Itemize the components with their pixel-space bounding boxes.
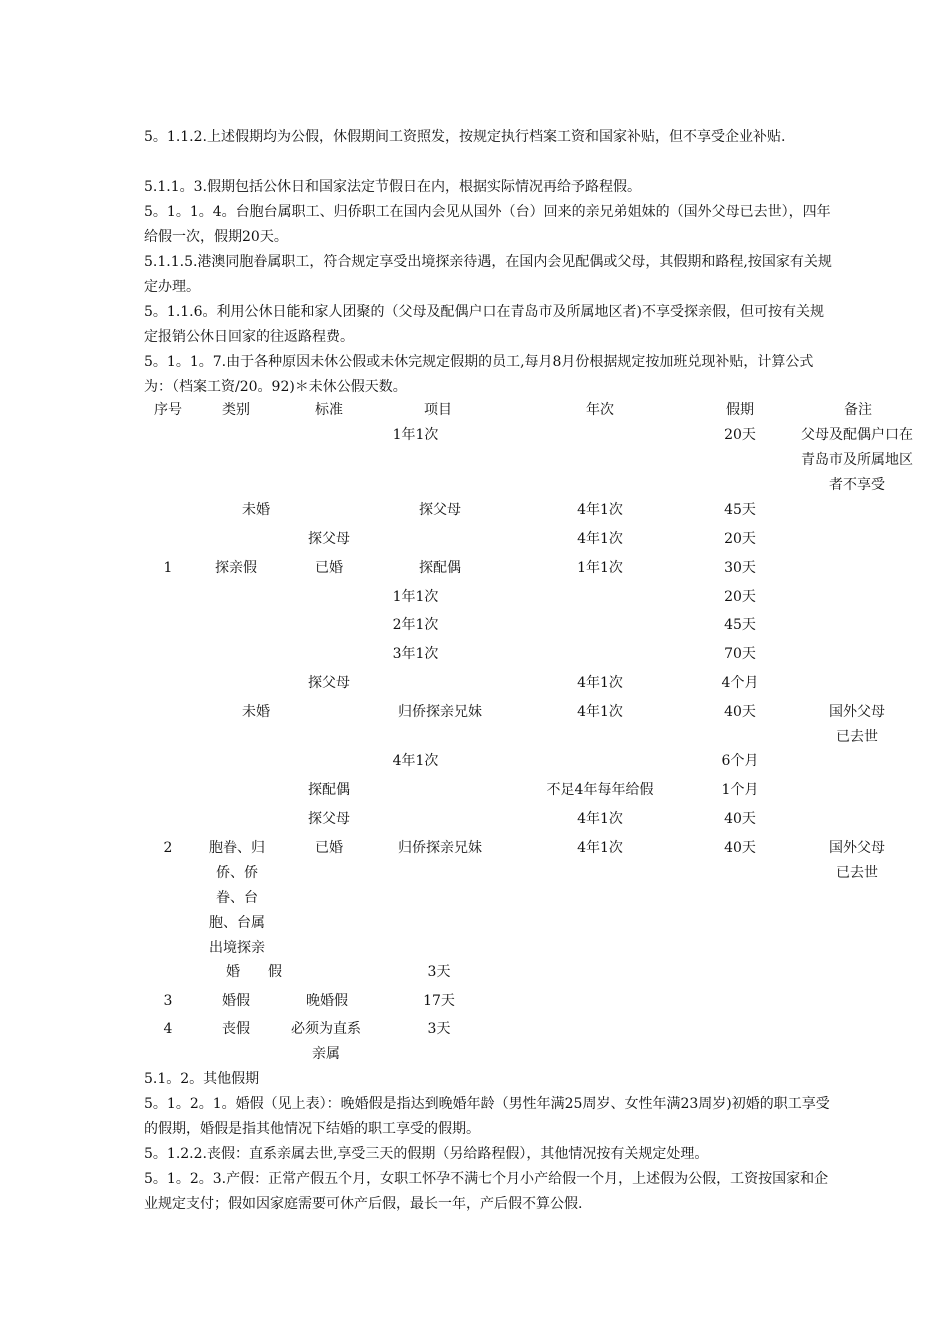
table-cell: 4年1次 [577, 840, 623, 856]
table-cell: 20天 [724, 427, 756, 443]
table-cell: 未婚 [242, 704, 270, 720]
table-cell: 丧假 [222, 1021, 250, 1037]
table-cell: 4年1次 [577, 531, 623, 547]
paragraph-5-1-1-3: 5.1.1。3.假期包括公休日和国家法定节假日在内，根据实际情况再给予路程假。 [144, 179, 641, 195]
table-cell: 70天 [724, 646, 756, 662]
table-cell: 45天 [724, 502, 756, 518]
table-cell: 不足4年每年给假 [546, 782, 654, 798]
table-cell: 20天 [724, 589, 756, 605]
table-cell-remark: 国外父母已去世 [829, 840, 885, 881]
table-cell: 4年1次 [577, 704, 623, 720]
table-cell: 探配偶 [308, 782, 350, 798]
table-cell: 探亲假 [215, 560, 257, 576]
table-cell: 探父母 [308, 531, 350, 547]
paragraph-5-1-2: 5.1。2。其他假期 [144, 1071, 260, 1087]
header-item: 项目 [424, 402, 452, 418]
table-cell: 探父母 [308, 675, 350, 691]
header-remarks: 备注 [844, 402, 872, 418]
table-cell: 探父母 [419, 502, 461, 518]
table-cell: 2年1次 [392, 617, 439, 633]
header-index: 序号 [154, 402, 182, 418]
table-cell: 已婚 [315, 560, 343, 576]
table-cell: 30天 [724, 560, 756, 576]
table-cell: 晚婚假 [306, 993, 348, 1009]
table-cell: 婚 假 [226, 964, 282, 980]
table-cell: 6个月 [721, 753, 759, 769]
table-cell: 40天 [724, 704, 756, 720]
table-cell: 17天 [423, 993, 455, 1009]
table-cell: 归侨探亲兄妹 [398, 840, 482, 856]
table-cell: 1年1次 [392, 427, 439, 443]
table-cell: 探配偶 [419, 560, 461, 576]
table-cell: 1年1次 [392, 589, 439, 605]
table-cell: 4个月 [721, 675, 759, 691]
paragraph-5-1-1-2: 5。1.1.2.上述假期均为公假，休假期间工资照发，按规定执行档案工资和国家补贴，但不享受企业补贴. [144, 129, 786, 145]
table-cell: 1年1次 [577, 560, 623, 576]
table-cell: 探父母 [308, 811, 350, 827]
table-cell: 未婚 [242, 502, 270, 518]
table-cell-remark: 父母及配偶户口在青岛市及所属地区者不享受 [801, 427, 913, 493]
header-category: 类别 [222, 402, 250, 418]
table-cell: 20天 [724, 531, 756, 547]
table-cell: 1 [163, 560, 173, 576]
table-cell: 4年1次 [577, 675, 623, 691]
header-frequency: 年次 [586, 402, 614, 418]
table-cell: 已婚 [315, 840, 343, 856]
table-cell: 4 [163, 1021, 173, 1037]
table-cell: 必须为直系亲属 [291, 1021, 361, 1062]
table-cell: 胞眷、归侨、侨眷、台胞、台属出境探亲 [209, 840, 265, 956]
table-cell: 40天 [724, 840, 756, 856]
table-cell: 45天 [724, 617, 756, 633]
paragraph-5-1-1-5: 5.1.1.5.港澳同胞眷属职工，符合规定享受出境探亲待遇，在国内会见配偶或父母，其假期和路程,按国家有关规定办理。 [144, 254, 832, 295]
paragraph-5-1-2-1: 5。1。2。1。婚假（见上表）：晚婚假是指达到晚婚年龄（男性年满25周岁、女性年满23周岁)初婚的职工享受的假期，婚假是指其他情况下结婚的职工享受的假期。 [144, 1096, 830, 1137]
paragraph-5-1-2-3: 5。1。2。3.产假：正常产假五个月，女职工怀孕不满七个月小产给假一个月，上述假为公假，工资按国家和企业规定支付；假如因家庭需要可休产后假，最长一年，产后假不算公假. [144, 1171, 829, 1212]
table-cell: 2 [163, 840, 173, 856]
table-cell: 婚假 [222, 993, 250, 1009]
table-cell: 4年1次 [577, 811, 623, 827]
table-cell: 1个月 [721, 782, 759, 798]
table-cell: 40天 [724, 811, 756, 827]
table-cell: 4年1次 [577, 502, 623, 518]
header-leave-days: 假期 [726, 402, 754, 418]
table-cell: 4年1次 [392, 753, 439, 769]
table-cell: 归侨探亲兄妹 [398, 704, 482, 720]
paragraph-5-1-2-2: 5。1.2.2.丧假：直系亲属去世,享受三天的假期（另给路程假），其他情况按有关规定处理。 [144, 1146, 709, 1162]
header-standard: 标准 [315, 402, 343, 418]
paragraph-5-1-1-7: 5。1。1。7.由于各种原因未休公假或未休完规定假期的员工,每月8月份根据规定按加班兑现补贴，计算公式为：（档案工资/20。92)＊未休公假天数。 [144, 354, 814, 395]
table-cell: 3天 [427, 964, 451, 980]
paragraph-5-1-1-6: 5。1.1.6。利用公休日能和家人团聚的（父母及配偶户口在青岛市及所属地区者)不享受探亲假，但可按有关规定报销公休日回家的往返路程费。 [144, 304, 824, 345]
table-cell-remark: 国外父母已去世 [829, 704, 885, 745]
table-cell: 3天 [427, 1021, 451, 1037]
paragraph-5-1-1-4: 5。1。1。4。台胞台属职工、归侨职工在国内会见从国外（台）回来的亲兄弟姐妹的（国外父母已去世），四年给假一次，假期20天。 [144, 204, 831, 245]
table-cell: 3年1次 [392, 646, 439, 662]
table-cell: 3 [163, 993, 173, 1009]
